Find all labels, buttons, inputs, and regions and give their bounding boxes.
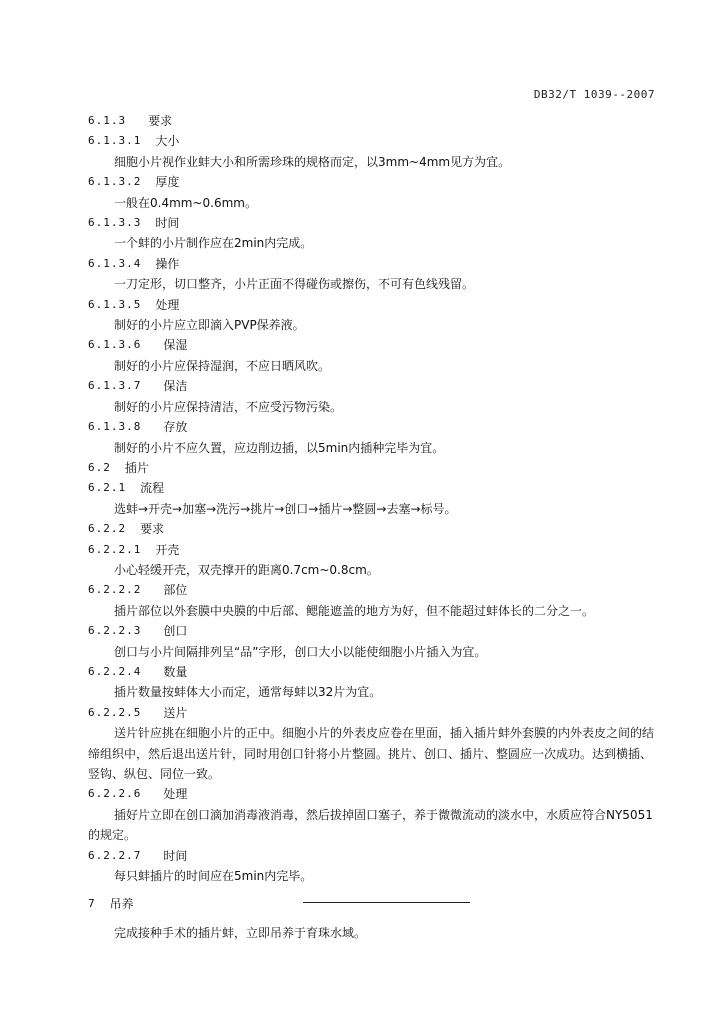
section-title: 创口 bbox=[163, 624, 188, 639]
section-text: 一般在0.4mm~0.6mm。 bbox=[114, 195, 257, 210]
section-title: 保湿 bbox=[163, 338, 188, 353]
section-number: 6.1.3.1 bbox=[88, 134, 142, 148]
section-heading bbox=[88, 172, 668, 192]
section-number: 6.2.2.4 bbox=[88, 664, 142, 678]
section-heading bbox=[88, 703, 668, 723]
section-number: 6.1.3 bbox=[88, 114, 127, 127]
section-title: 开壳 bbox=[155, 542, 180, 557]
section-title: 保洁 bbox=[163, 379, 188, 394]
section-heading bbox=[88, 111, 668, 131]
section-heading bbox=[88, 458, 668, 478]
chapter-heading bbox=[88, 894, 668, 914]
section-number: 6.1.3.8 bbox=[88, 420, 142, 434]
document-body bbox=[88, 111, 668, 943]
section-title: 厚度 bbox=[155, 175, 180, 190]
section-heading bbox=[88, 580, 668, 600]
section-title: 要求 bbox=[148, 114, 173, 128]
section-heading bbox=[88, 478, 668, 498]
section-title: 要求 bbox=[140, 522, 165, 537]
section-heading bbox=[88, 213, 668, 233]
section-number: 6.2.2.2 bbox=[88, 583, 142, 597]
section-number: 6.2.2.3 bbox=[88, 624, 142, 638]
section-text: 创口与小片间隔排列呈“品”字形，创口大小以能使细胞小片插入为宜。 bbox=[114, 644, 487, 659]
section-number: 6.2.2.7 bbox=[88, 848, 142, 862]
section-number: 6.1.3.6 bbox=[88, 338, 142, 352]
document-header-id: DB32/T 1039--2007 bbox=[533, 88, 655, 101]
section-text: 制好的小片应立即滴入PVP保养液。 bbox=[114, 318, 305, 333]
end-rule bbox=[303, 902, 470, 903]
section-number: 6.1.3.4 bbox=[88, 256, 142, 270]
section-text: 插片数量按蚌体大小而定，通常每蚌以32片为宜。 bbox=[114, 685, 382, 700]
section-heading bbox=[88, 295, 668, 315]
section-heading bbox=[88, 784, 668, 804]
section-text: 完成接种手术的插片蚌，立即吊养于育珠水域。 bbox=[114, 925, 367, 940]
section-number: 6.2.2.5 bbox=[88, 705, 142, 719]
section-number: 6.2.1 bbox=[88, 481, 127, 495]
chapter-title: 吊养 bbox=[109, 897, 134, 912]
section-title: 插片 bbox=[124, 460, 149, 475]
section-text: 制好的小片不应久置，应边削边插，以5min内插种完毕为宜。 bbox=[114, 440, 445, 455]
section-title: 操作 bbox=[155, 256, 180, 271]
section-number: 6.1.3.2 bbox=[88, 175, 142, 189]
section-paragraph: 插好片立即在创口滴加消毒液消毒，然后拔掉固口塞子，养于微微流动的淡水中，水质应符合NY5051的规定。 bbox=[88, 807, 653, 843]
section-text: 制好的小片应保持湿润，不应日晒风吹。 bbox=[114, 358, 331, 373]
chapter-number: 7 bbox=[88, 897, 96, 911]
section-title: 送片 bbox=[163, 705, 188, 720]
section-text: 小心轻缓开壳，双壳撑开的距离0.7cm~0.8cm。 bbox=[114, 562, 379, 577]
section-title: 数量 bbox=[163, 664, 188, 679]
section-number: 6.2.2.1 bbox=[88, 542, 142, 556]
section-heading bbox=[88, 376, 668, 396]
section-heading bbox=[88, 662, 668, 682]
section-title: 时间 bbox=[155, 216, 180, 231]
section-heading bbox=[88, 540, 668, 560]
section-number: 6.1.3.3 bbox=[88, 216, 142, 230]
section-title: 时间 bbox=[163, 848, 188, 863]
section-heading bbox=[88, 417, 668, 437]
section-text: 插片部位以外套膜中央膜的中后部、鳃能遮盖的地方为好，但不能超过蚌体长的二分之一。 bbox=[114, 603, 595, 618]
section-heading bbox=[88, 846, 668, 866]
section-title: 处理 bbox=[163, 787, 188, 802]
section-heading bbox=[88, 519, 668, 539]
section-paragraph: 送片针应挑在细胞小片的正中。细胞小片的外表皮应卷在里面，插入插片蚌外套膜的内外表皮之间的结缔组织中，然后退出送片针，同时用创口针将小片整圆。挑片、创口、插片、整圆应一次成功。达到横插、竖钩、纵包、同位一致。 bbox=[88, 726, 655, 781]
section-title: 流程 bbox=[140, 481, 165, 496]
section-heading bbox=[88, 131, 668, 151]
section-heading bbox=[88, 335, 668, 355]
section-heading bbox=[88, 254, 668, 274]
section-number: 6.1.3.7 bbox=[88, 379, 142, 393]
section-text: 选蚌→开壳→加塞→洗污→挑片→创口→插片→整圆→去塞→标号。 bbox=[114, 501, 457, 516]
section-number: 6.2 bbox=[88, 460, 111, 474]
section-text: 一个蚌的小片制作应在2min内完成。 bbox=[114, 236, 313, 251]
section-heading bbox=[88, 621, 668, 641]
section-number: 6.2.2.6 bbox=[88, 787, 142, 801]
section-title: 存放 bbox=[163, 420, 188, 435]
section-text: 细胞小片视作业蚌大小和所需珍珠的规格而定，以3mm~4mm见方为宜。 bbox=[114, 154, 511, 169]
section-title: 处理 bbox=[155, 297, 180, 312]
section-text: 制好的小片应保持清洁，不应受污物污染。 bbox=[114, 399, 343, 414]
section-number: 6.1.3.5 bbox=[88, 297, 142, 311]
section-text: 每只蚌插片的时间应在5min内完毕。 bbox=[114, 869, 313, 884]
section-title: 大小 bbox=[155, 134, 180, 149]
section-text: 一刀定形，切口整齐，小片正面不得碰伤或擦伤，不可有色线残留。 bbox=[114, 277, 475, 292]
section-number: 6.2.2 bbox=[88, 522, 127, 536]
section-title: 部位 bbox=[163, 583, 188, 598]
